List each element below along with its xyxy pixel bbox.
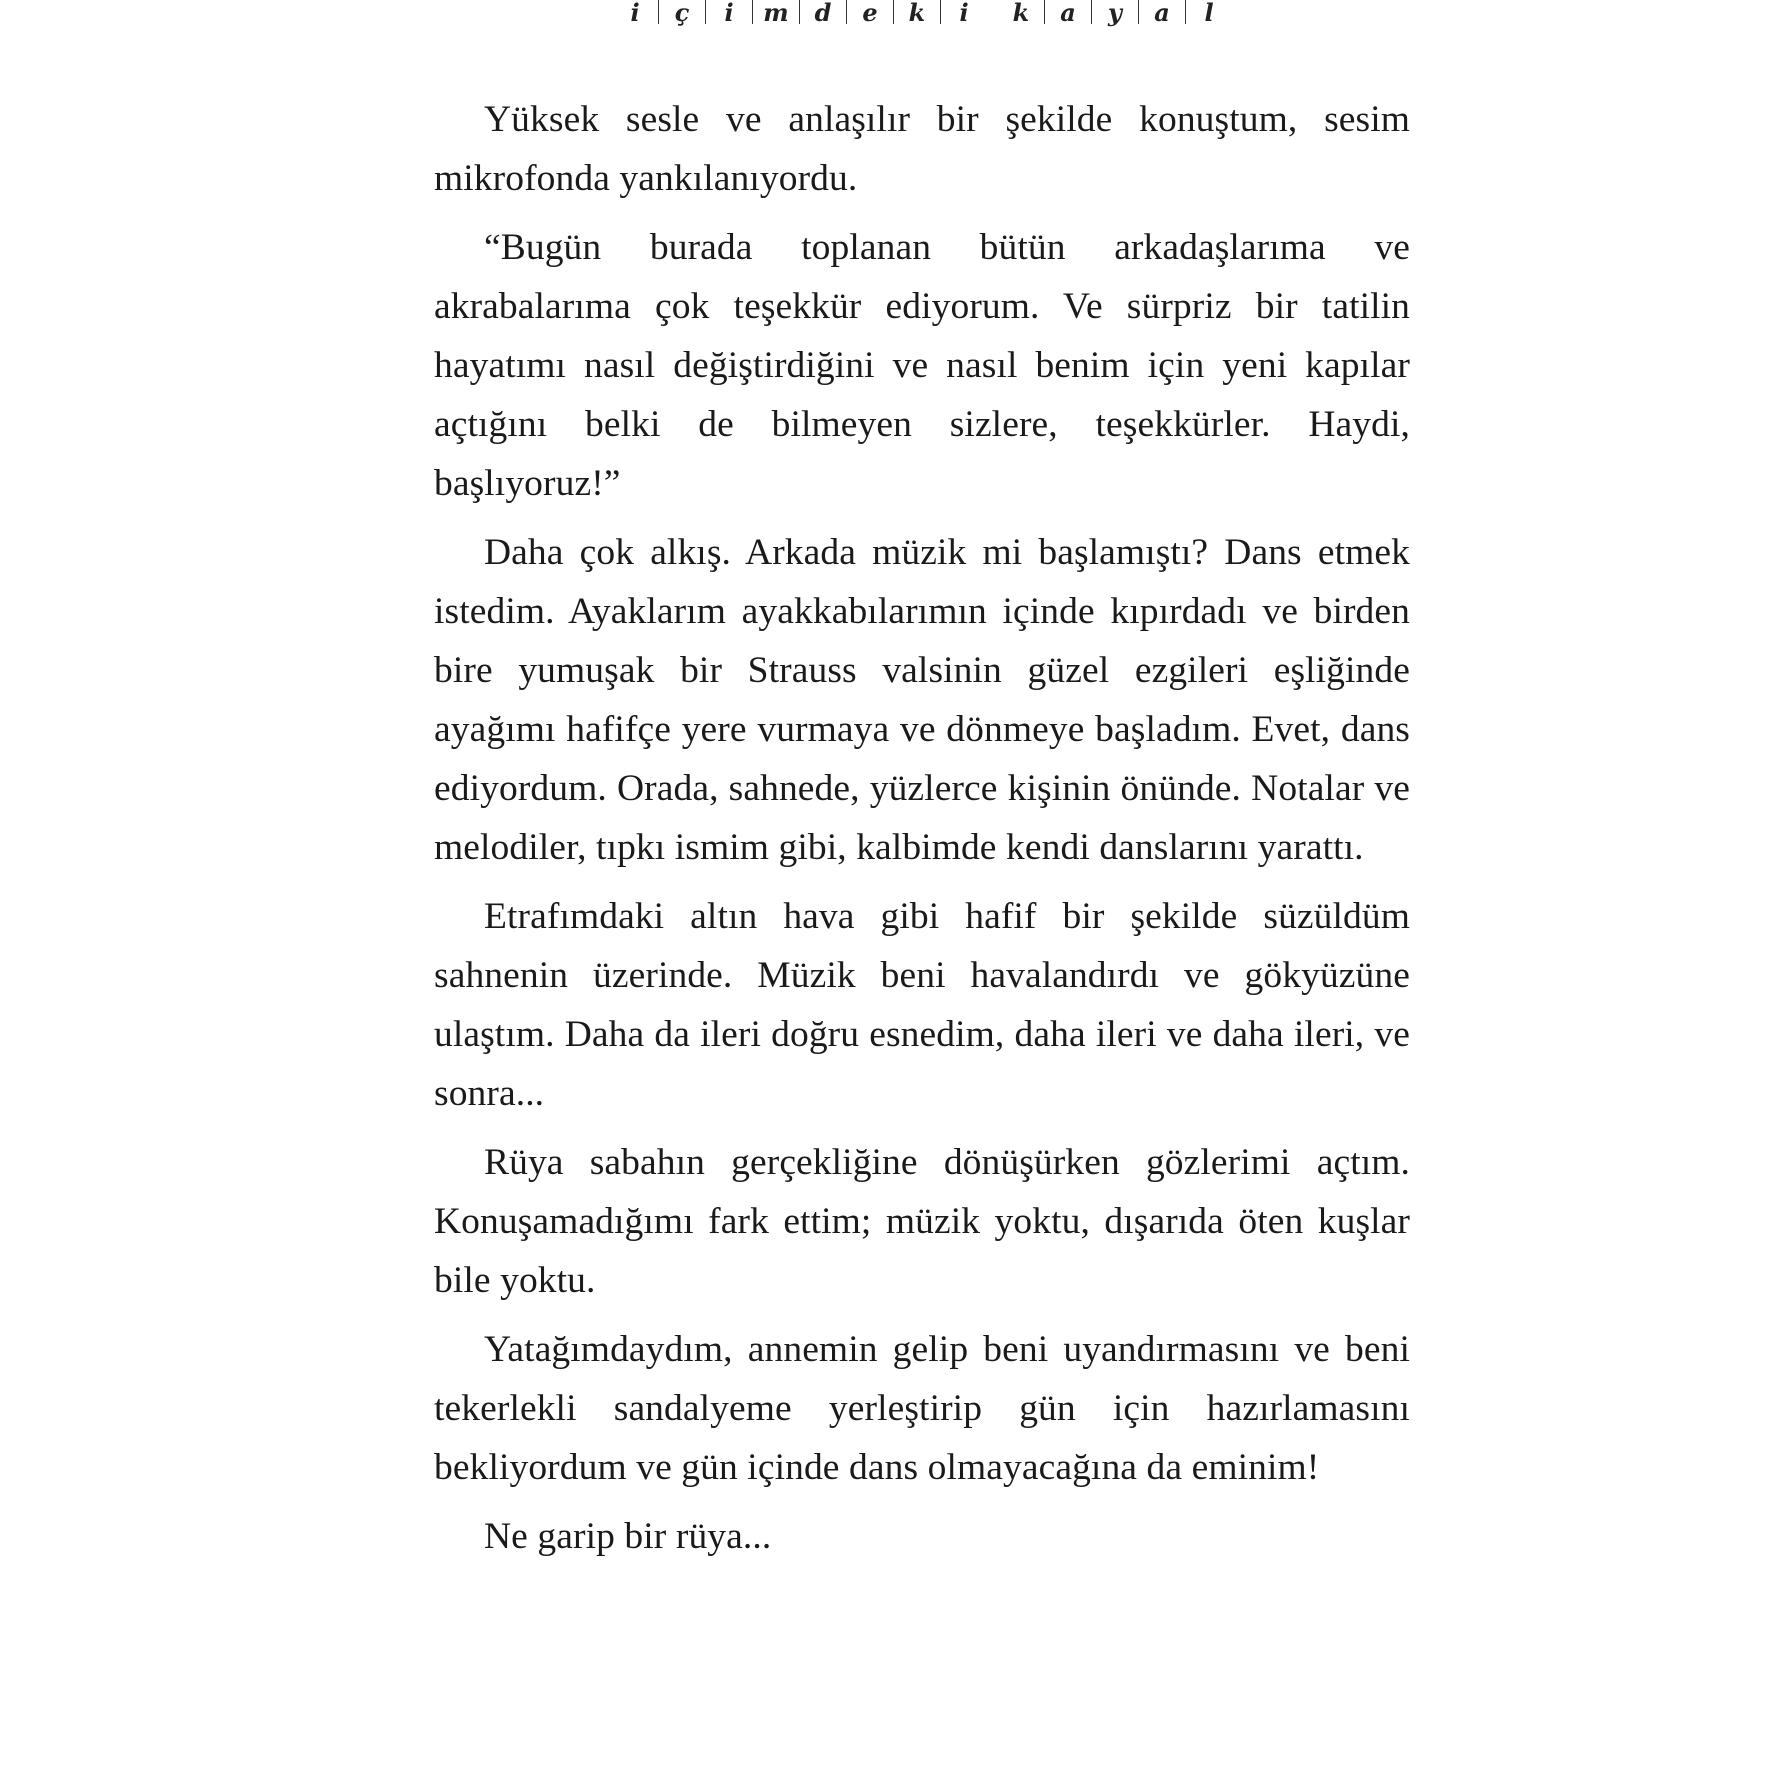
header-letter: l: [1204, 0, 1214, 27]
running-header: [612, 0, 1232, 30]
paragraph-2: “Bugün burada toplanan bütün arkadaşlarıma ve akrabalarıma çok teşekkür ediyorum. Ve sürpriz bir tatilin hayatımı nasıl değiştirdiğini ve nasıl benim için yeni kapılar açtığını belki de bilmeyen sizlere, teşekkürler. Haydi, başlıyoruz!”: [434, 227, 1410, 504]
header-letter: y: [1108, 0, 1122, 27]
header-letter: d: [814, 0, 832, 27]
header-letter: e: [862, 0, 878, 27]
paragraph-1: Yüksek sesle ve anlaşılır bir şekilde konuştum, sesim mikrofonda yankılanıyordu.: [434, 99, 1410, 199]
header-letter: a: [1154, 0, 1170, 27]
header-letter: i: [724, 0, 734, 27]
header-word-1: [612, 0, 987, 27]
paragraph-7: Ne garip bir rüya...: [484, 1516, 772, 1557]
paragraph-5: Rüya sabahın gerçekliğine dönüşürken gözlerimi açtım. Konuşamadığımı fark ettim; müzik yoktu, dışarıda öten kuşlar bile yoktu.: [434, 1142, 1410, 1301]
body-text: [434, 90, 1410, 1576]
header-letter: ç: [674, 0, 690, 27]
paragraph-3: Daha çok alkış. Arkada müzik mi başlamıştı? Dans etmek istedim. Ayaklarım ayakkabılarımın içinde kıpırdadı ve birden bire yumuşak bir Strauss valsinin güzel ezgileri eşliğinde ayağımı hafifçe yere vurmaya ve dönmeye başladım. Evet, dans ediyordum. Orada, sahnede, yüzlerce kişinin önünde. Notalar ve melodiler, tıpkı ismim gibi, kalbimde kendi danslarını yarattı.: [434, 532, 1410, 868]
header-letter: k: [1012, 0, 1030, 27]
header-letter: m: [763, 0, 789, 27]
header-letter: a: [1060, 0, 1076, 27]
paragraph-6: Yatağımdaydım, annemin gelip beni uyandırmasını ve beni tekerlekli sandalyeme yerleştirip gün için hazırlamasını bekliyordum ve gün içinde dans olmayacağına da eminim!: [434, 1329, 1410, 1488]
header-letter: i: [630, 0, 640, 27]
header-word-2: [998, 0, 1232, 27]
header-letter: k: [908, 0, 926, 27]
paragraph-4: Etrafımdaki altın hava gibi hafif bir şekilde süzüldüm sahnenin üzerinde. Müzik beni havalandırdı ve gökyüzüne ulaştım. Daha da ileri doğru esnedim, daha ileri ve daha ileri, ve sonra...: [434, 896, 1410, 1114]
header-letter: i: [959, 0, 969, 27]
